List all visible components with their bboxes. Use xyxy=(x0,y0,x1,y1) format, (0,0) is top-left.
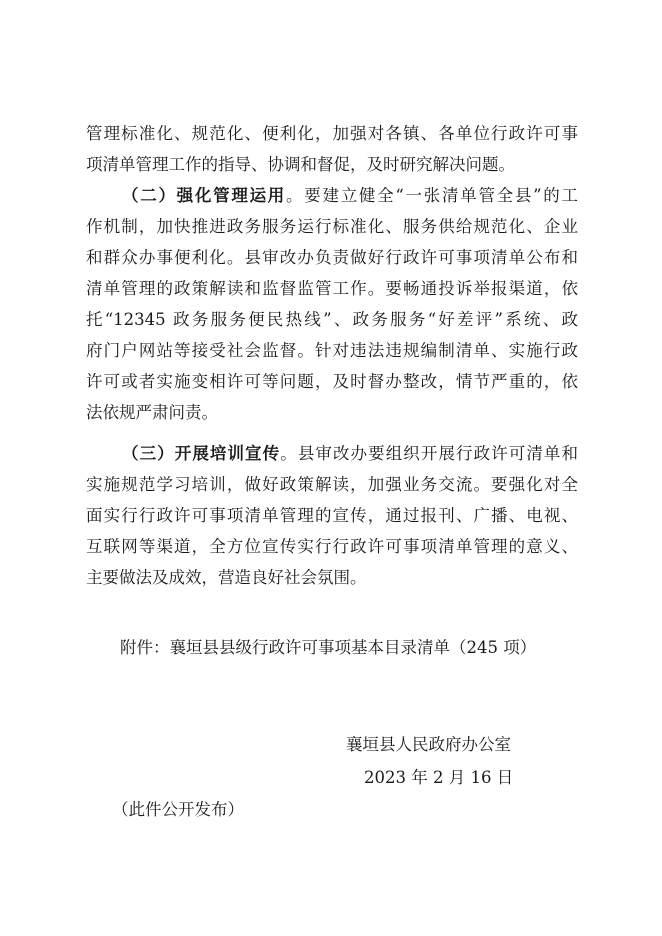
text-fragment: 。县审改办要组织开展行政许可清单和 xyxy=(280,444,579,463)
text-line: 和群众办事便利化。县审改办负责做好行政许可事项清单公布和 xyxy=(86,248,578,267)
text-line: 主要做法及成效，营造良好社会氛围。 xyxy=(86,568,367,587)
text-line-first xyxy=(86,438,578,469)
text-line-first xyxy=(86,180,578,211)
issue-date: 2023 年 2 月 16 日 xyxy=(364,768,514,787)
paragraph-management xyxy=(86,180,578,428)
text-line: 实施规范学习培训，做好政策解读，加强业务交流。要强化对全 xyxy=(86,475,578,494)
text-fragment: 。要建立健全“一张清单管全县”的工 xyxy=(286,186,579,205)
text-line: 面实行行政许可事项清单管理的宣传，通过报刊、广播、电视、 xyxy=(86,506,578,525)
text-line: 清单管理的政策解读和监督监管工作。要畅通投诉举报渠道，依 xyxy=(86,279,578,298)
text-line: 管理标准化、规范化、便利化，加强对各镇、各单位行政许可事 xyxy=(86,124,578,143)
paragraph-training xyxy=(86,438,578,593)
text-line: 法依规严肃问责。 xyxy=(86,403,218,422)
publish-note: （此件公开发布） xyxy=(112,800,244,819)
section-heading: （二）强化管理运用 xyxy=(122,186,287,205)
paragraph-intro xyxy=(86,118,578,180)
attachment-line: 附件：襄垣县县级行政许可事项基本目录清单（245 项） xyxy=(120,638,537,657)
text-line: 互联网等渠道，全方位宣传实行行政许可事项清单管理的意义、 xyxy=(86,537,578,556)
issuer-name: 襄垣县人民政府办公室 xyxy=(346,735,511,754)
text-line: 府门户网站等接受社会监督。针对违法违规编制清单、实施行政 xyxy=(86,341,578,360)
section-heading: （三）开展培训宣传 xyxy=(122,444,281,463)
text-line: 作机制，加快推进政务服务运行标准化、服务供给规范化、企业 xyxy=(86,217,578,236)
text-line: 托“12345 政务服务便民热线”、政务服务“好差评”系统、政 xyxy=(86,310,578,329)
text-line: 许可或者实施变相许可等问题，及时督办整改，情节严重的，依 xyxy=(86,372,578,391)
text-line: 项清单管理工作的指导、协调和督促，及时研究解决问题。 xyxy=(86,155,515,174)
